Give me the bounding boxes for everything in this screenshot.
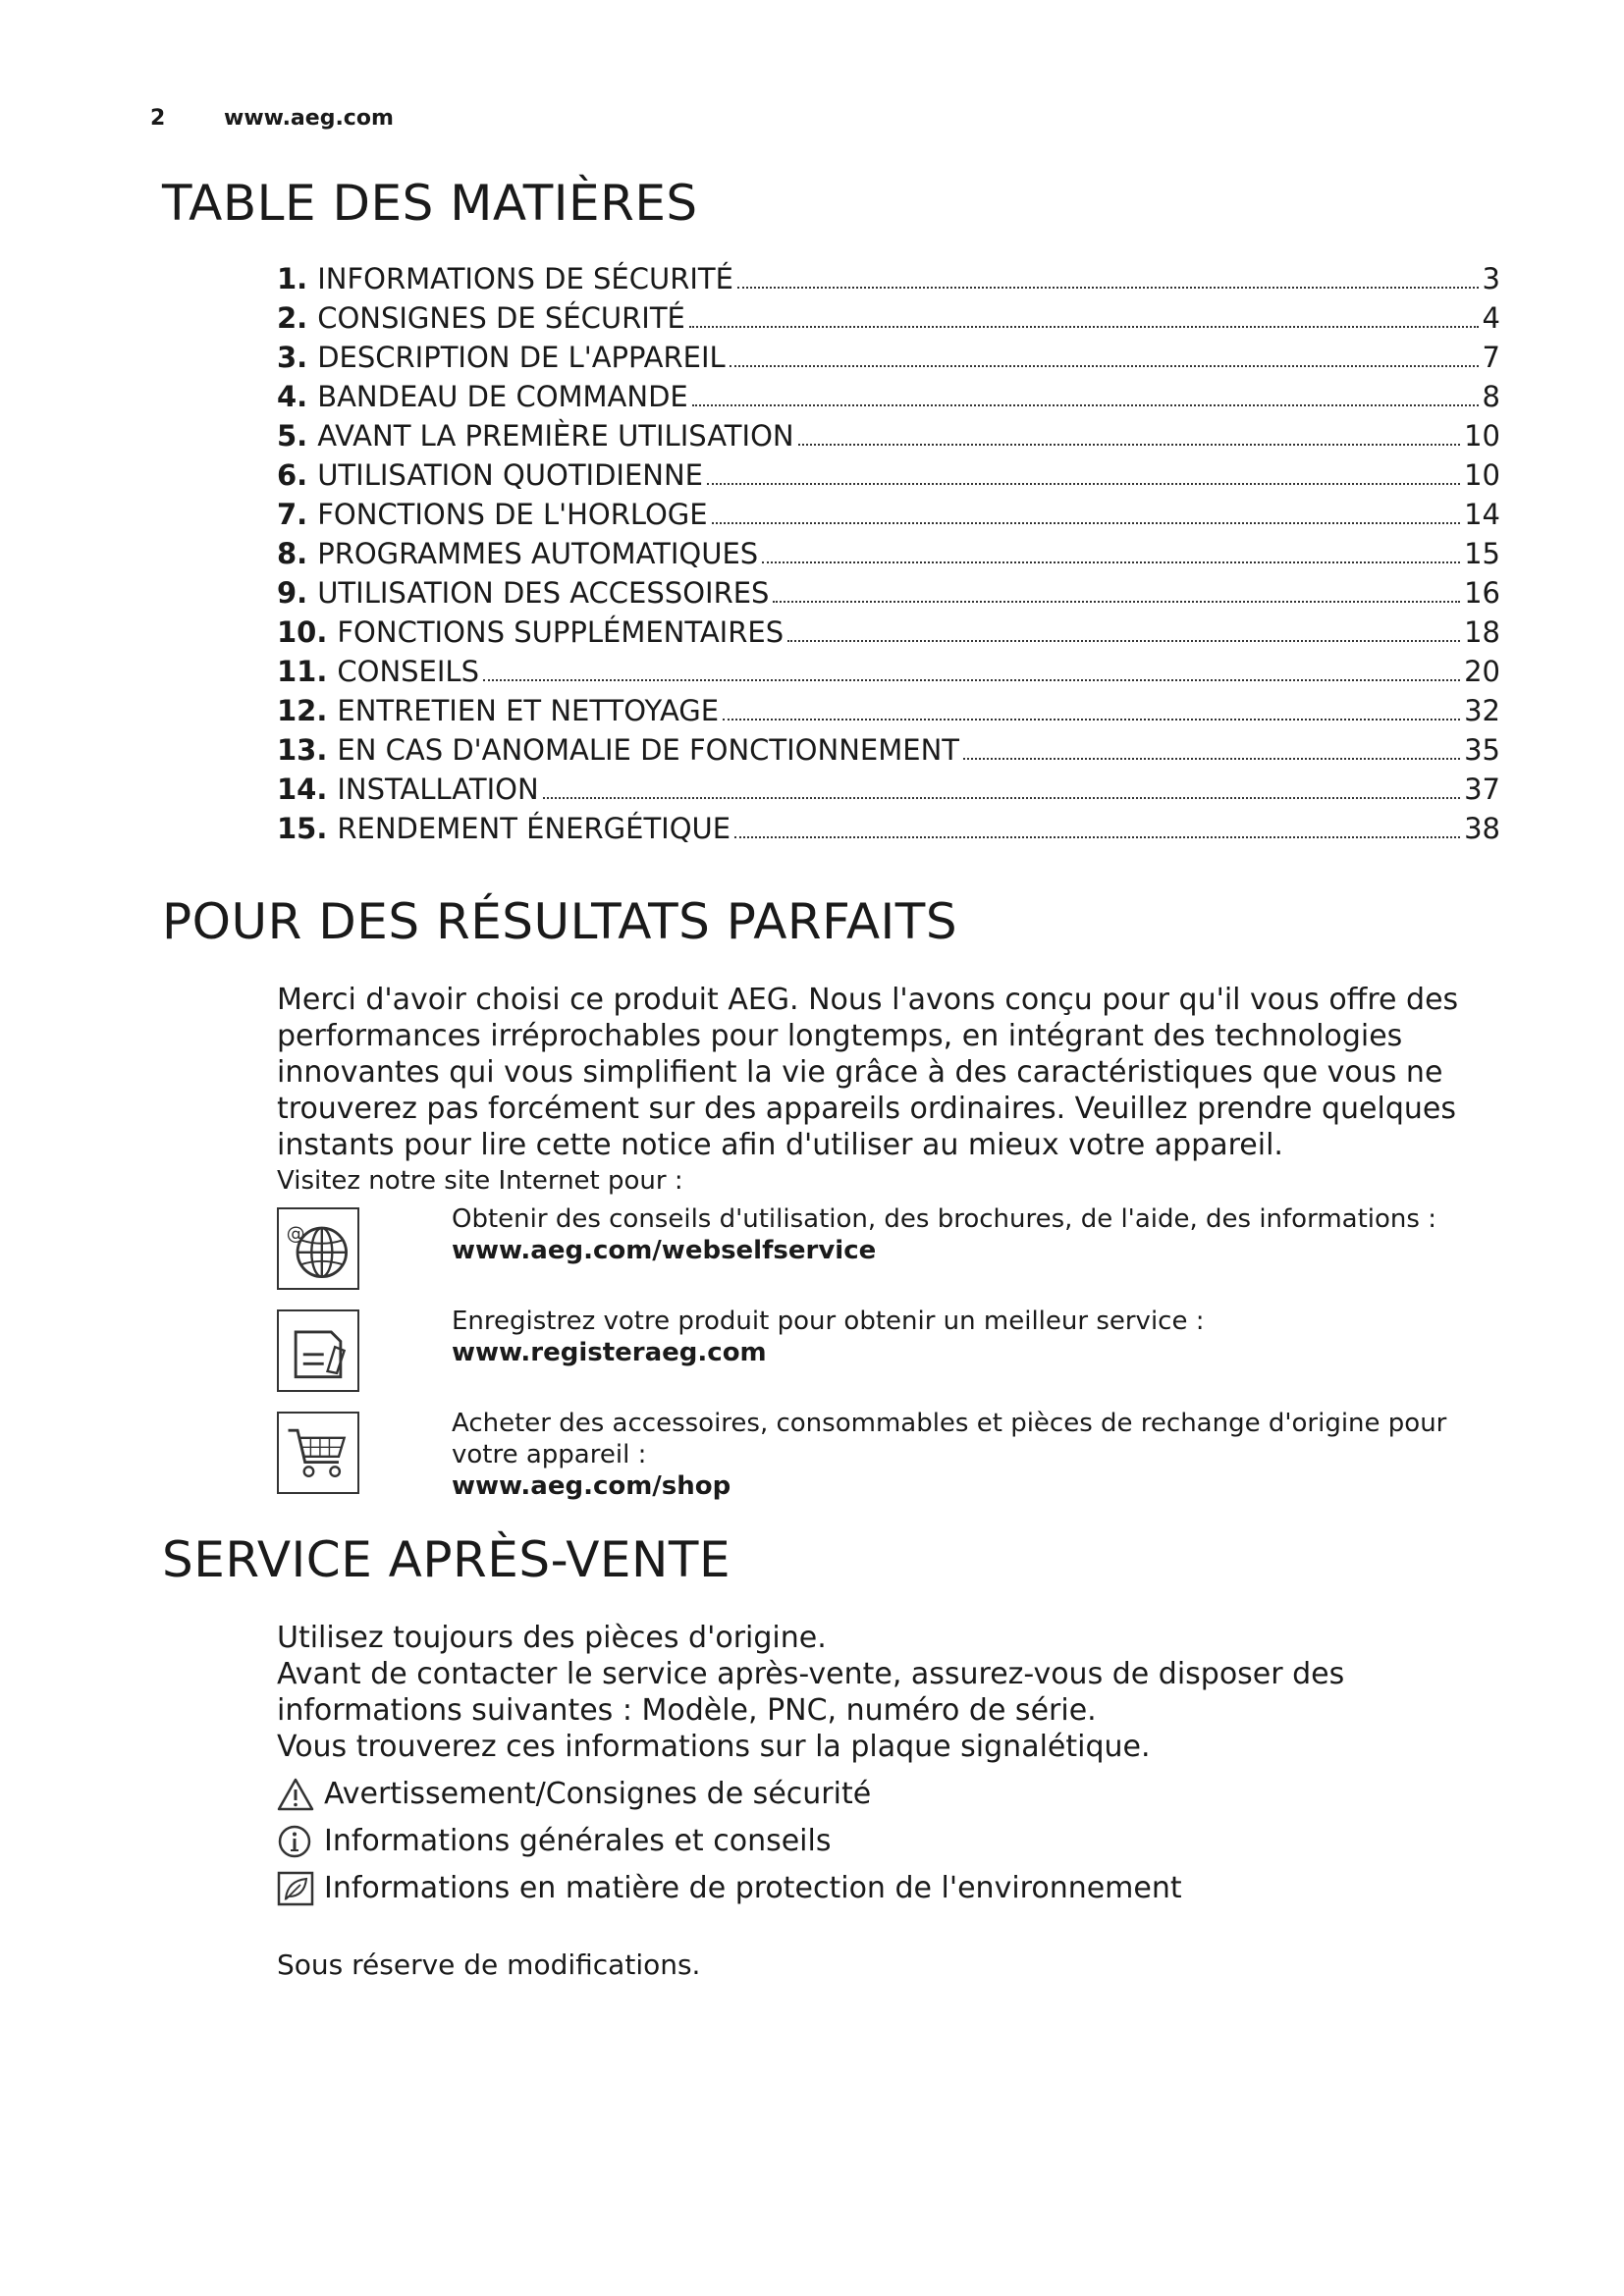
toc-entry[interactable] (277, 730, 1500, 770)
legend-label: Avertissement/Consignes de sécurité (324, 1777, 872, 1811)
toc-leader (730, 365, 1479, 367)
toc-entry[interactable] (277, 338, 1500, 377)
toc-page: 3 (1482, 262, 1500, 295)
toc-label: EN CAS D'ANOMALIE DE FONCTIONNEMENT (337, 733, 959, 767)
page-header (150, 106, 394, 131)
toc-number: 1. (277, 262, 308, 295)
toc-number: 15. (277, 812, 328, 845)
toc-leader (707, 483, 1460, 485)
toc-entry[interactable] (277, 613, 1500, 652)
toc-leader (773, 601, 1460, 603)
toc-label: DESCRIPTION DE L'APPAREIL (317, 341, 726, 374)
service-item-register (277, 1309, 1516, 1400)
toc-label: INSTALLATION (337, 773, 539, 806)
legend-label: Informations générales et conseils (324, 1824, 832, 1858)
service-item-webselfservice (277, 1204, 1516, 1298)
globe-icon (277, 1207, 359, 1290)
site-url[interactable]: www.aeg.com (224, 106, 394, 131)
toc-number: 7. (277, 498, 308, 531)
leaf-icon (277, 1871, 314, 1906)
toc-page: 16 (1464, 576, 1500, 610)
toc-entry[interactable] (277, 298, 1500, 338)
service-text: Obtenir des conseils d'utilisation, des brochures, de l'aide, des informations : (452, 1204, 1436, 1234)
register-link[interactable]: www.registeraeg.com (452, 1338, 767, 1367)
toc-entry[interactable] (277, 377, 1500, 416)
legend-environment (277, 1869, 1182, 1908)
legend-label: Informations en matière de protection de l'environnement (324, 1871, 1182, 1905)
toc-entry[interactable] (277, 416, 1500, 455)
toc-label: PROGRAMMES AUTOMATIQUES (317, 537, 759, 570)
toc-entry[interactable] (277, 495, 1500, 534)
toc-leader (723, 719, 1460, 721)
service-body (277, 1620, 1514, 1765)
toc-page: 15 (1464, 537, 1500, 570)
webselfservice-link[interactable]: www.aeg.com/webselfservice (452, 1236, 877, 1265)
toc-label: CONSEILS (337, 655, 479, 688)
toc-label: FONCTIONS SUPPLÉMENTAIRES (337, 615, 785, 649)
toc-page: 4 (1482, 301, 1500, 335)
toc-label: UTILISATION DES ACCESSOIRES (317, 576, 770, 610)
toc-entry[interactable] (277, 259, 1500, 298)
results-title: POUR DES RÉSULTATS PARFAITS (162, 893, 958, 950)
service-line: Vous trouverez ces informations sur la plaque signalétique. (277, 1730, 1151, 1764)
toc-number: 11. (277, 655, 328, 688)
toc-leader (734, 836, 1460, 838)
service-line: Avant de contacter le service après-vente, assurez-vous de disposer des informations suivantes : Modèle, PNC, numéro de série. (277, 1657, 1345, 1728)
toc-entry[interactable] (277, 770, 1500, 809)
toc-number: 12. (277, 694, 328, 727)
service-text: Enregistrez votre produit pour obtenir un meilleur service : (452, 1307, 1205, 1336)
toc-leader (798, 444, 1461, 446)
toc-number: 13. (277, 733, 328, 767)
toc-page: 38 (1464, 812, 1500, 845)
legend-warning (277, 1775, 871, 1814)
toc-entry[interactable] (277, 534, 1500, 573)
toc-page: 7 (1482, 341, 1500, 374)
service-text: Acheter des accessoires, consommables et pièces de rechange d'origine pour votre appareil : (452, 1409, 1447, 1469)
visit-line: Visitez notre site Internet pour : (277, 1166, 683, 1196)
toc-label: BANDEAU DE COMMANDE (317, 380, 688, 413)
toc-entry[interactable] (277, 809, 1500, 848)
toc-number: 4. (277, 380, 308, 413)
toc-leader (543, 797, 1460, 799)
toc-page: 10 (1464, 458, 1500, 492)
svg-text:@: @ (286, 1222, 305, 1245)
toc-label: AVANT LA PREMIÈRE UTILISATION (317, 419, 794, 453)
toc-page: 18 (1464, 615, 1500, 649)
toc-number: 6. (277, 458, 308, 492)
toc-entry[interactable] (277, 691, 1500, 730)
toc-page: 32 (1464, 694, 1500, 727)
toc-page: 37 (1464, 773, 1500, 806)
service-title: SERVICE APRÈS-VENTE (162, 1531, 731, 1588)
toc-page: 35 (1464, 733, 1500, 767)
cart-icon (277, 1412, 359, 1494)
page-number: 2 (150, 106, 166, 131)
toc-leader (787, 640, 1460, 642)
toc-leader (692, 404, 1479, 406)
table-of-contents (277, 259, 1500, 848)
toc-label: ENTRETIEN ET NETTOYAGE (337, 694, 720, 727)
service-line: Utilisez toujours des pièces d'origine. (277, 1621, 827, 1655)
toc-leader (762, 561, 1460, 563)
toc-entry[interactable] (277, 652, 1500, 691)
toc-leader (963, 758, 1460, 760)
toc-number: 8. (277, 537, 308, 570)
toc-page: 14 (1464, 498, 1500, 531)
register-icon (277, 1309, 359, 1392)
toc-number: 10. (277, 615, 328, 649)
toc-label: FONCTIONS DE L'HORLOGE (317, 498, 708, 531)
shop-link[interactable]: www.aeg.com/shop (452, 1471, 731, 1501)
toc-number: 14. (277, 773, 328, 806)
toc-number: 3. (277, 341, 308, 374)
toc-label: CONSIGNES DE SÉCURITÉ (317, 301, 685, 335)
service-item-shop (277, 1409, 1516, 1502)
toc-label: RENDEMENT ÉNERGÉTIQUE (337, 812, 731, 845)
toc-leader (712, 522, 1461, 524)
footer-note: Sous réserve de modifications. (277, 1949, 701, 1981)
toc-title: TABLE DES MATIÈRES (162, 175, 698, 232)
toc-leader (483, 679, 1460, 681)
info-icon (277, 1824, 314, 1859)
toc-page: 20 (1464, 655, 1500, 688)
toc-number: 5. (277, 419, 308, 453)
warning-icon (277, 1777, 314, 1812)
toc-page: 10 (1464, 419, 1500, 453)
toc-page: 8 (1482, 380, 1500, 413)
toc-number: 2. (277, 301, 308, 335)
toc-entry[interactable] (277, 573, 1500, 613)
intro-paragraph: Merci d'avoir choisi ce produit AEG. Nous l'avons conçu pour qu'il vous offre des performances irréprochables pour longtemps, en intégrant des technologies innovantes qui vous simplifient la vie grâce à des caractéristiques que vous ne trouverez pas forcément sur des appareils ordinaires. Veuillez prendre quelques instants pour lire cette notice afin d'utiliser au mieux votre appareil. (277, 983, 1459, 1162)
toc-label: INFORMATIONS DE SÉCURITÉ (317, 262, 733, 295)
toc-leader (737, 287, 1479, 289)
toc-number: 9. (277, 576, 308, 610)
toc-entry[interactable] (277, 455, 1500, 495)
toc-leader (689, 326, 1479, 328)
legend-info (277, 1822, 831, 1861)
toc-label: UTILISATION QUOTIDIENNE (317, 458, 704, 492)
